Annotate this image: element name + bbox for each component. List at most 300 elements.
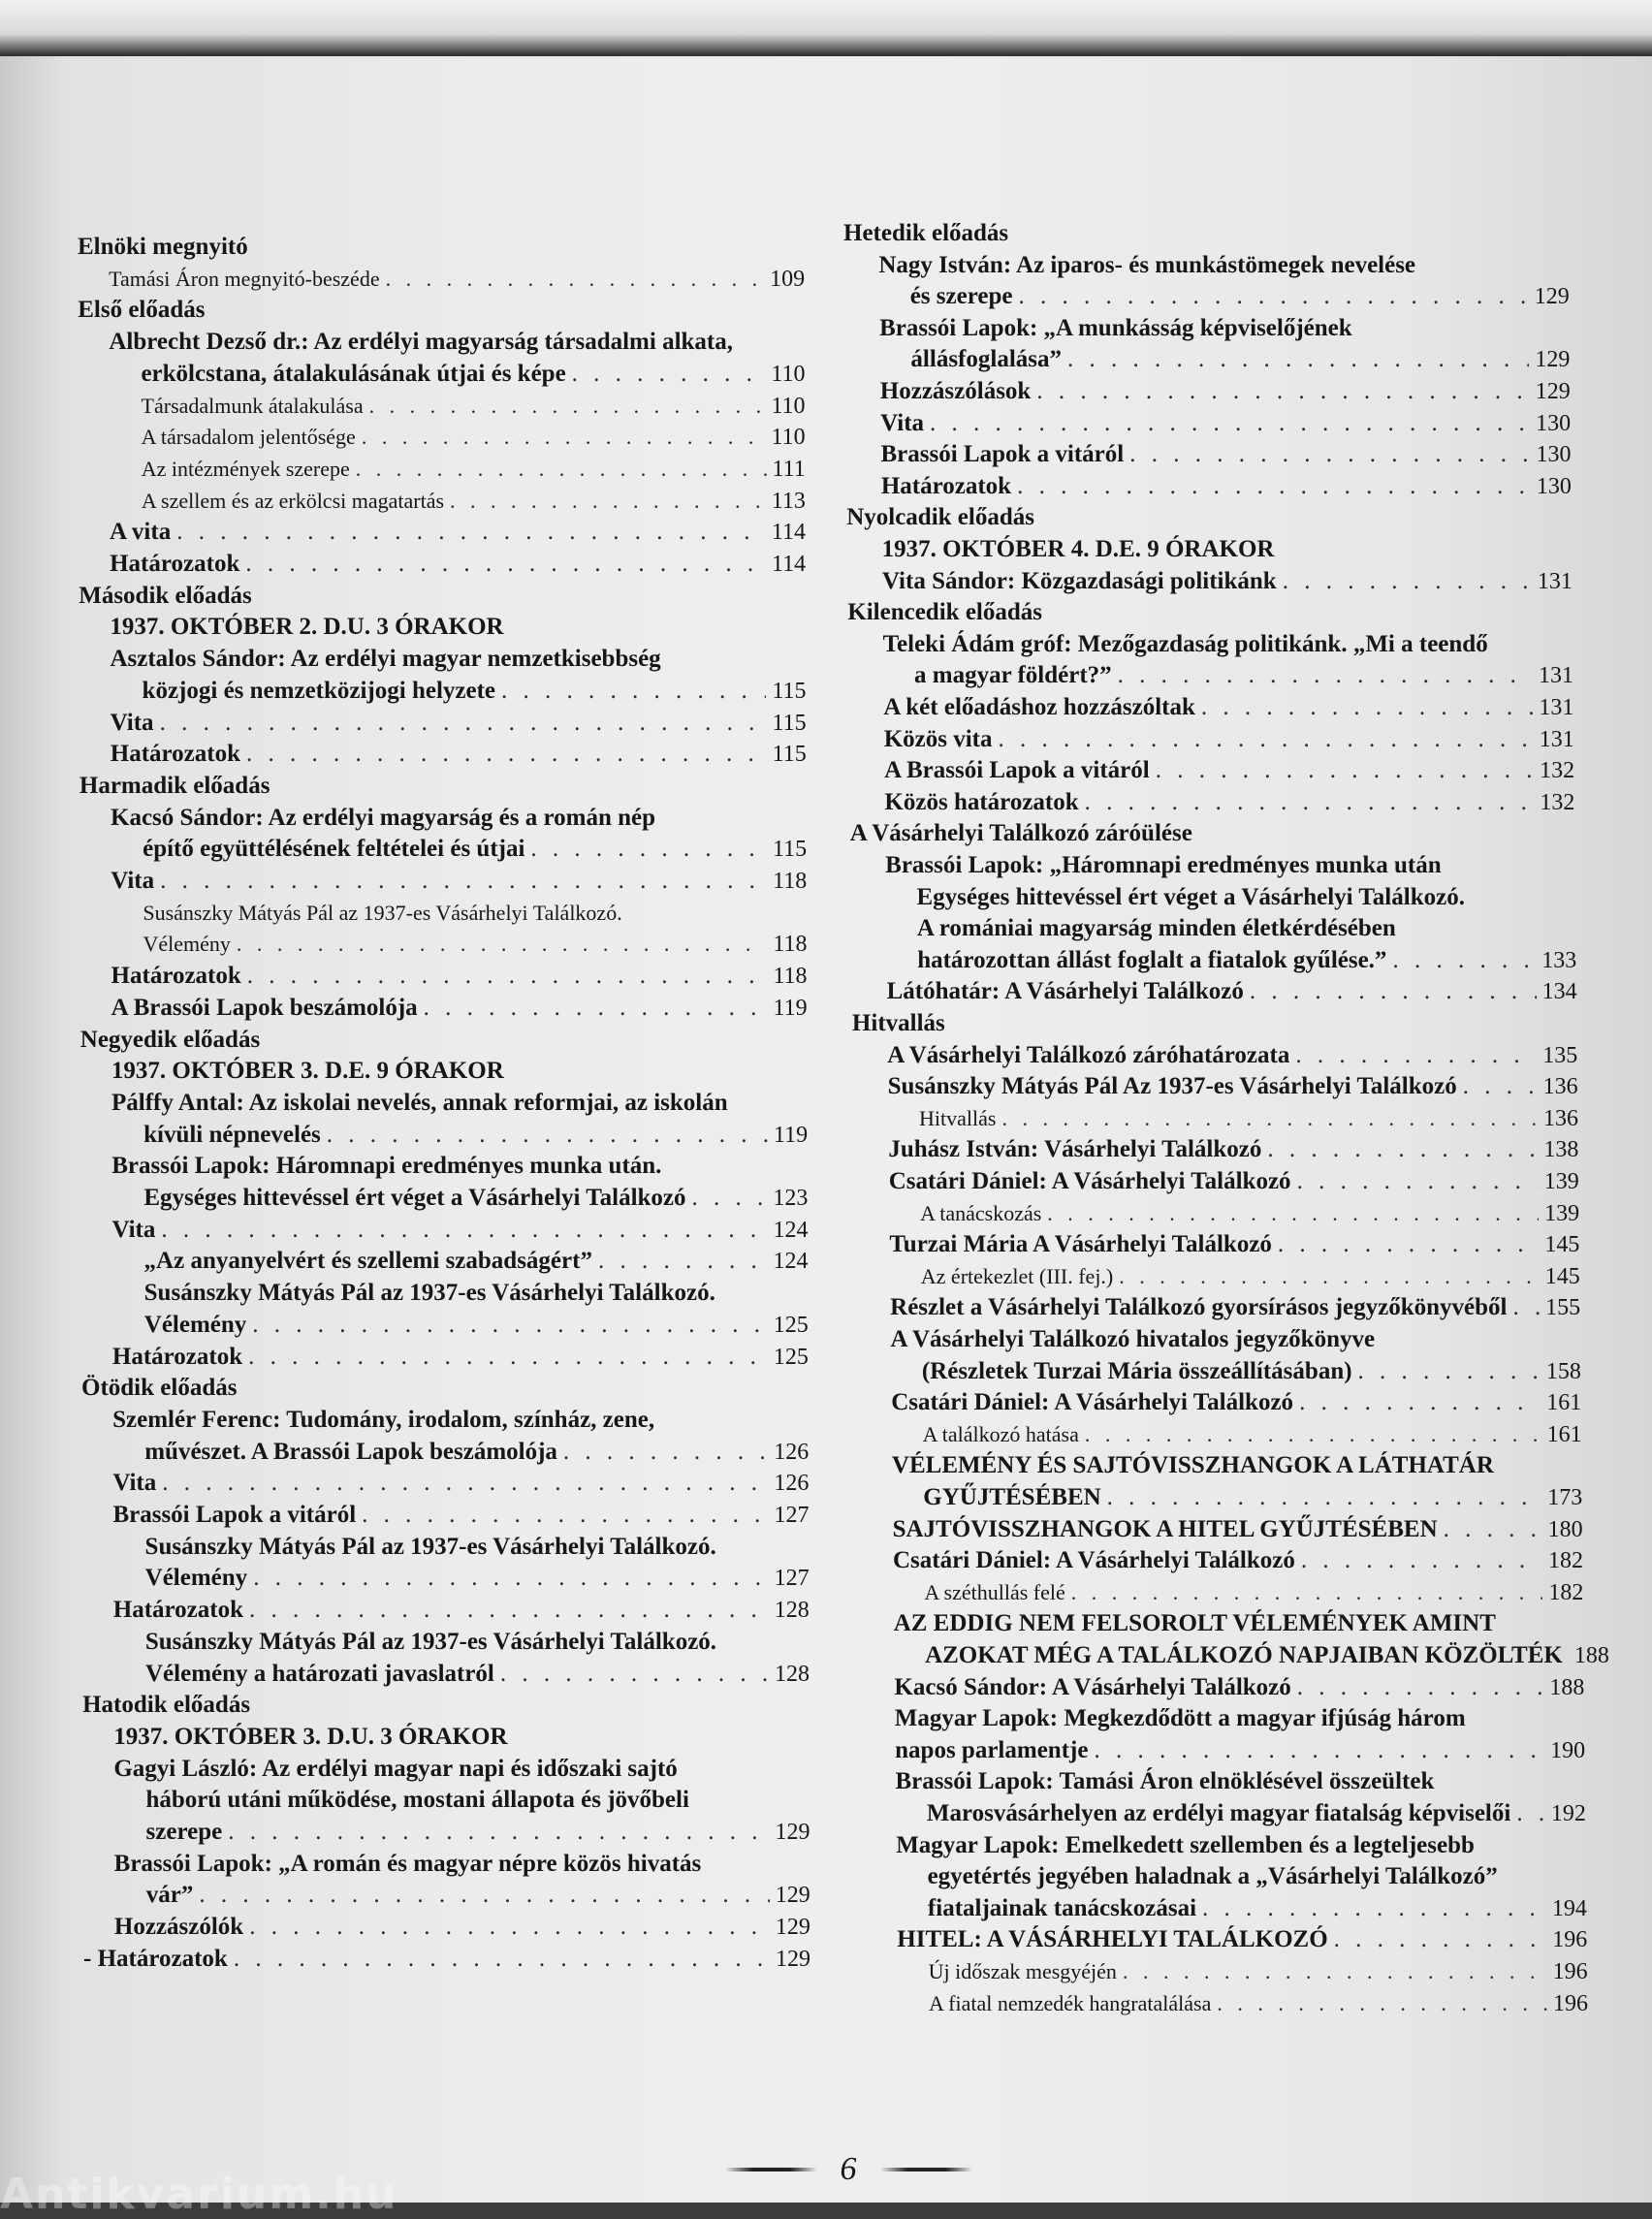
toc-entry-page: 118 xyxy=(773,932,808,958)
toc-entry-title: határozottan állást foglalt a fiatalok gyűlése.” xyxy=(917,946,1387,973)
dot-leader xyxy=(1107,1483,1542,1512)
toc-entry-page: 194 xyxy=(1551,1895,1587,1921)
toc-entry-title: Határozatok xyxy=(110,551,240,577)
dot-leader xyxy=(1119,1262,1540,1291)
dot-leader xyxy=(362,423,766,452)
toc-entry-page: 188 xyxy=(1573,1643,1609,1668)
dot-leader xyxy=(1278,1230,1540,1259)
toc-entry xyxy=(881,472,1572,501)
toc-entry-title: A fiatal nemzedék hangratalálása xyxy=(929,1990,1212,2015)
toc-entry-title: Pálffy Antal: Az iskolai nevelés, annak reformjai, az iskolán xyxy=(111,1089,728,1116)
toc-entry-page: 124 xyxy=(773,1217,809,1243)
toc-entry-title: Hozzászólások xyxy=(879,378,1032,404)
toc-entry xyxy=(910,282,1570,311)
toc-entry-title: A Brassói Lapok beszámolója xyxy=(111,994,418,1021)
toc-entry-title: 1937. OKTÓBER 3. D.E. 9 ÓRAKOR xyxy=(111,1058,504,1085)
toc-entry-title: Hatodik előadás xyxy=(82,1692,251,1719)
toc-entry-page: 127 xyxy=(774,1566,810,1592)
toc-entry-title: Az intézmények szerepe xyxy=(141,456,350,481)
toc-entry-title: (Részletek Turzai Mária összeállításában) xyxy=(921,1357,1352,1384)
dot-leader xyxy=(1017,472,1531,501)
toc-entry xyxy=(887,977,1577,1006)
dot-leader xyxy=(1301,1546,1542,1575)
toc-entry-title: Második előadás xyxy=(79,582,252,609)
toc-entry-title: Csatári Dániel: A Vásárhelyi Találkozó xyxy=(893,1547,1295,1574)
toc-entry-page: 123 xyxy=(773,1186,809,1211)
toc-entry xyxy=(113,1755,810,1784)
toc-entry xyxy=(81,1374,809,1403)
toc-entry xyxy=(111,1089,808,1118)
toc-entry xyxy=(146,1881,810,1910)
toc-entry-page: 119 xyxy=(773,995,808,1021)
dot-leader xyxy=(246,740,767,769)
toc-entry-title: GYŰJTÉSÉBEN xyxy=(923,1484,1101,1510)
toc-entry-title: Közös vita xyxy=(883,725,993,752)
toc-entry-title: Susánszky Mátyás Pál Az 1937-es Vásárhelyi Találkozó xyxy=(887,1073,1457,1100)
toc-entry-title: egyetértés jegyében haladnak a „Vásárhelyi Találkozó” xyxy=(927,1863,1498,1890)
toc-entry-title: Vita xyxy=(111,868,155,894)
dot-leader xyxy=(1202,1894,1546,1923)
toc-entry-title: állásfoglalása” xyxy=(910,346,1062,373)
toc-entry-title: Csatári Dániel: A Vásárhelyi Találkozó xyxy=(891,1389,1294,1416)
toc-entry-page: 182 xyxy=(1548,1579,1584,1605)
toc-entry xyxy=(142,423,806,452)
toc-entry xyxy=(928,1894,1587,1923)
toc-entry-title: SAJTÓVISSZHANGOK A HITEL GYŰJTÉSÉBEN xyxy=(892,1515,1438,1542)
toc-entry-title: Albrecht Dezső dr.: Az erdélyi magyarság társadalmi alkata, xyxy=(109,329,734,356)
toc-entry xyxy=(884,756,1574,785)
toc-entry-title: Susánszky Mátyás Pál az 1937-es Vásárhelyi Találkozó. xyxy=(143,1280,715,1307)
dot-leader xyxy=(1118,661,1533,690)
toc-entry-title: Vélemény a határozati javaslatról xyxy=(145,1660,494,1687)
toc-entry-page: 133 xyxy=(1541,947,1577,973)
toc-entry-page: 111 xyxy=(772,456,806,482)
toc-entry-title: Hetedik előadás xyxy=(843,220,1009,246)
dot-leader xyxy=(999,725,1534,754)
dot-leader xyxy=(362,1501,768,1530)
toc-entry xyxy=(143,930,807,959)
toc-entry xyxy=(920,1199,1579,1228)
toc-entry xyxy=(110,613,806,642)
toc-entry-title: Határozatok xyxy=(110,741,241,768)
toc-entry xyxy=(79,582,806,611)
toc-entry xyxy=(891,1325,1581,1354)
toc-entry-title: a magyar földért?” xyxy=(914,662,1112,689)
toc-entry xyxy=(110,645,806,674)
dot-leader xyxy=(1085,788,1535,817)
dot-leader xyxy=(327,1121,768,1150)
toc-entry-title: Magyar Lapok: Megkezdődött a magyar ifjúság három xyxy=(894,1705,1466,1732)
toc-entry xyxy=(884,788,1574,817)
toc-entry-title: A Vásárhelyi Találkozó záróülése xyxy=(849,820,1192,847)
toc-entry xyxy=(927,1799,1586,1828)
toc-entry xyxy=(82,1691,810,1720)
toc-entry-page: 115 xyxy=(772,678,807,704)
toc-entry xyxy=(114,1913,810,1942)
toc-entry-title: A társadalom jelentősége xyxy=(141,425,356,450)
toc-entry-page: 115 xyxy=(772,742,807,768)
toc-entry xyxy=(923,1420,1582,1449)
toc-entry-title: Brassói Lapok a vitáról xyxy=(880,441,1125,468)
dot-leader xyxy=(1463,1072,1538,1101)
toc-entry-title: vár” xyxy=(145,1882,194,1909)
toc-entry xyxy=(892,1451,1582,1480)
toc-entry xyxy=(145,1660,810,1689)
toc-entry-title: Határozatok xyxy=(112,1597,244,1624)
toc-entry xyxy=(897,1925,1587,1954)
dot-leader xyxy=(1295,1041,1537,1070)
toc-entry xyxy=(144,1438,809,1467)
toc-entry-page: 130 xyxy=(1536,410,1572,436)
toc-entry-page: 139 xyxy=(1544,1200,1580,1226)
toc-entry-page: 161 xyxy=(1546,1421,1582,1447)
toc-entry-page: 118 xyxy=(773,964,808,990)
ornament-right xyxy=(880,2168,972,2171)
toc-entry xyxy=(143,835,807,864)
toc-entry xyxy=(879,314,1570,343)
page-footer xyxy=(713,2150,984,2189)
toc-entry-title: Határozatok xyxy=(880,472,1012,499)
toc-entry-title: erkölcstana, átalakulásának útjai és képe xyxy=(141,360,566,387)
toc-entry-title: A két előadáshoz hozzászóltak xyxy=(883,694,1195,720)
toc-entry-title: Marosvásárhelyen az erdélyi magyar fiatalság képviselői xyxy=(926,1800,1511,1826)
toc-entry xyxy=(895,1704,1585,1733)
dot-leader xyxy=(1250,977,1537,1006)
toc-entry-title: Az értekezlet (III. fej.) xyxy=(920,1263,1114,1288)
toc-entry-title: Határozatok xyxy=(111,1343,243,1370)
toc-entry-page: 130 xyxy=(1536,442,1572,468)
toc-entry xyxy=(925,1641,1609,1670)
toc-entry-page: 145 xyxy=(1544,1232,1580,1258)
dot-leader xyxy=(253,1564,768,1593)
toc-entry-page: 196 xyxy=(1552,1959,1588,1984)
toc-entry-page: 124 xyxy=(773,1249,809,1275)
toc-entry-title: Szemlér Ferenc: Tudomány, irodalom, színház, zene, xyxy=(112,1406,655,1433)
toc-entry-title: Nagy István: Az iparos- és munkástömegek nevelése xyxy=(878,251,1416,278)
dot-leader xyxy=(563,1438,768,1467)
toc-entry xyxy=(852,1009,1577,1038)
dot-leader xyxy=(572,360,766,389)
toc-entry-title: „Az anyanyelvért és szellemi szabadságért” xyxy=(143,1248,592,1275)
toc-entry xyxy=(846,503,1572,532)
toc-entry xyxy=(883,630,1573,659)
toc-entry-title: AZOKAT MÉG A TALÁLKOZÓ NAPJAIBAN KÖZÖLTÉK xyxy=(925,1642,1563,1668)
toc-entry xyxy=(142,455,806,484)
dot-leader xyxy=(450,487,766,516)
toc-entry-title: építő együttélésének feltételei és útjai xyxy=(143,836,525,863)
toc-entry xyxy=(929,1957,1588,1986)
toc-entry xyxy=(895,1736,1585,1765)
toc-entry-title: Hitvallás xyxy=(919,1105,997,1130)
toc-entry xyxy=(922,1357,1581,1386)
toc-entry-title: Brassói Lapok: Háromnapi eredményes munka után. xyxy=(111,1153,662,1180)
toc-entry-title: Kacsó Sándor: A Vásárhelyi Találkozó xyxy=(894,1673,1291,1700)
toc-entry xyxy=(880,409,1571,438)
toc-entry xyxy=(888,1072,1578,1101)
toc-entry-title: Társadalmunk átalakulása xyxy=(141,393,364,418)
toc-entry-title: VÉLEMÉNY ÉS SAJTÓVISSZHANGOK A LÁTHATÁR xyxy=(891,1452,1494,1479)
dot-leader xyxy=(369,392,766,421)
dot-leader xyxy=(1067,345,1529,374)
toc-entry-page: 125 xyxy=(773,1312,809,1338)
ornament-left xyxy=(725,2168,817,2171)
toc-entry xyxy=(146,1818,810,1847)
toc-entry-page: 127 xyxy=(774,1503,810,1528)
toc-entry xyxy=(113,1723,810,1752)
toc-entry xyxy=(78,296,805,325)
dot-leader xyxy=(252,1311,767,1340)
dot-leader xyxy=(1001,1104,1538,1133)
toc-entry-title: A szellem és az erkölcsi magatartás xyxy=(141,488,445,513)
toc-entry-title: Hitvallás xyxy=(851,1010,945,1036)
dot-leader xyxy=(1085,1420,1541,1449)
toc-entry-page: 155 xyxy=(1545,1295,1581,1321)
dot-leader xyxy=(1358,1357,1541,1386)
toc-entry xyxy=(880,377,1571,406)
toc-entry xyxy=(847,598,1573,627)
toc-entry-title: Vita xyxy=(111,1216,156,1243)
toc-entry xyxy=(110,518,806,547)
toc-entry xyxy=(143,677,807,706)
toc-entry xyxy=(114,1850,810,1879)
toc-entry-page: 114 xyxy=(771,520,806,546)
toc-entry-page: 110 xyxy=(771,361,806,387)
toc-entry-title: Susánszky Mátyás Pál az 1937-es Vásárhelyi Találkozó. xyxy=(144,1628,717,1655)
dot-leader xyxy=(228,1818,769,1847)
toc-entry-page: 115 xyxy=(773,837,808,863)
dot-leader xyxy=(692,1184,768,1213)
dot-leader xyxy=(1267,1135,1538,1164)
toc-entry-title: Egységes hittevéssel ért véget a Vásárhelyi Találkozó. xyxy=(916,883,1465,910)
toc-entry-title: Elnöki megnyitó xyxy=(78,234,248,260)
dot-leader xyxy=(160,867,767,896)
toc-entry-title: Vita xyxy=(880,409,925,436)
toc-entry-title: A Vásárhelyi Találkozó záróhatározata xyxy=(887,1041,1290,1068)
toc-entry xyxy=(142,487,806,516)
toc-entry-page: 196 xyxy=(1553,1990,1588,2016)
toc-entry-title: A tanácskozás xyxy=(920,1200,1042,1225)
toc-entry-page: 158 xyxy=(1545,1358,1581,1384)
toc-entry-page: 196 xyxy=(1552,1927,1588,1953)
toc-entry-title: Teleki Ádám gróf: Mezőgazdaság politikánk. „Mi a teendő xyxy=(882,630,1488,657)
toc-entry xyxy=(109,328,805,357)
toc-entry-page: 129 xyxy=(1534,284,1570,310)
toc-entry xyxy=(850,819,1575,848)
toc-entry-page: 131 xyxy=(1537,568,1573,594)
toc-entry-title: Határozatok xyxy=(111,963,241,990)
toc-entry-page: 130 xyxy=(1536,473,1572,499)
toc-entry-title: és szerepe xyxy=(909,283,1013,310)
dot-leader xyxy=(530,835,767,864)
toc-entry xyxy=(919,1104,1578,1133)
toc-entry xyxy=(144,1247,809,1276)
toc-entry-page: 110 xyxy=(771,425,806,451)
dot-leader xyxy=(1392,946,1536,975)
toc-entry-title: napos parlamentje xyxy=(895,1736,1089,1763)
toc-entry xyxy=(888,1135,1578,1164)
toc-entry xyxy=(142,392,806,421)
toc-entry-title: Brassói Lapok: „A munkásság képviselőjének xyxy=(879,314,1352,341)
toc-entry-title: Gagyi László: Az erdélyi magyar napi és időszaki sajtó xyxy=(113,1755,678,1782)
toc-entry-title: fiataljainak tanácskozásai xyxy=(927,1894,1197,1921)
toc-entry-title: közjogi és nemzetközijogi helyzete xyxy=(142,677,496,704)
toc-entry-title: Brassói Lapok: Tamási Áron elnöklésével összeültek xyxy=(895,1768,1435,1795)
toc-entry xyxy=(921,1262,1580,1291)
dot-leader xyxy=(160,709,767,738)
toc-entry-page: 119 xyxy=(774,1122,809,1148)
toc-entry-title: A Brassói Lapok a vitáról xyxy=(884,757,1150,784)
toc-entry-page: 135 xyxy=(1542,1042,1578,1068)
toc-entry-page: 134 xyxy=(1541,979,1577,1005)
toc-entry xyxy=(80,1026,808,1055)
toc-entry xyxy=(893,1515,1583,1544)
toc-entry-page: 114 xyxy=(772,552,807,577)
toc-entry-page: 113 xyxy=(771,488,806,514)
dot-leader xyxy=(1444,1515,1542,1544)
toc-entry xyxy=(910,345,1570,374)
toc-entry-page: 126 xyxy=(774,1471,810,1497)
toc-entry xyxy=(111,740,807,769)
toc-entry xyxy=(884,725,1574,754)
toc-entry-title: Hozzászólók xyxy=(113,1914,244,1941)
dot-leader xyxy=(248,1343,768,1372)
dot-leader xyxy=(162,1469,768,1498)
toc-entry-title: Csatári Dániel: A Vásárhelyi Találkozó xyxy=(888,1168,1291,1194)
toc-entry-title: A széthullás felé xyxy=(924,1579,1065,1604)
toc-entry xyxy=(145,1786,810,1815)
toc-entry-title: Első előadás xyxy=(78,297,206,324)
toc-entry-page: 118 xyxy=(773,869,808,894)
toc-entry-title: Vélemény xyxy=(143,1311,247,1338)
toc-entry-page: 109 xyxy=(770,266,806,292)
toc-entry-page: 131 xyxy=(1539,695,1574,720)
toc-entry xyxy=(112,1343,809,1372)
toc-entry xyxy=(141,360,805,389)
toc-entry-title: Vita Sándor: Közgazdasági politikánk xyxy=(881,567,1277,594)
dot-leader xyxy=(199,1881,769,1910)
toc-entry xyxy=(111,804,807,833)
toc-entry xyxy=(896,1767,1586,1796)
toc-entry xyxy=(843,219,1569,248)
toc-entry-title: Susánszky Mátyás Pál az 1937-es Vásárhelyi Találkozó. xyxy=(143,900,622,925)
toc-entry xyxy=(111,1057,808,1086)
dot-leader xyxy=(386,265,765,294)
toc-entry xyxy=(885,851,1575,880)
toc-entry xyxy=(111,994,808,1023)
toc-entry-title: Vélemény xyxy=(143,932,231,957)
toc-entry-title: művészet. A Brassói Lapok beszámolója xyxy=(144,1438,557,1465)
toc-entry xyxy=(111,709,807,738)
toc-entry xyxy=(894,1609,1584,1638)
dot-leader xyxy=(424,994,768,1023)
toc-entry-title: Ötödik előadás xyxy=(81,1375,238,1402)
toc-entry xyxy=(78,233,805,262)
dot-leader xyxy=(1094,1736,1544,1765)
toc-entry-title: A vita xyxy=(110,519,172,546)
page-top-shadow xyxy=(0,0,1652,56)
toc-entry-title: Kilencedik előadás xyxy=(847,599,1042,626)
toc-entry xyxy=(882,535,1573,564)
toc-entry-page: 136 xyxy=(1543,1105,1578,1131)
toc-entry-title: Látóhatár: A Vásárhelyi Találkozó xyxy=(886,978,1244,1005)
dot-leader xyxy=(245,550,766,579)
dot-leader xyxy=(234,1945,770,1974)
toc-entry-title: A Vásárhelyi Találkozó hivatalos jegyzőkönyve xyxy=(890,1326,1376,1352)
dot-leader xyxy=(1512,1293,1540,1322)
dot-leader xyxy=(1123,1957,1547,1986)
toc-entry-title: - Határozatok xyxy=(83,1945,228,1972)
toc-entry-title: 1937. OKTÓBER 2. D.U. 3 ÓRAKOR xyxy=(110,614,504,641)
toc-entry-title: háború utáni működése, mostani állapota és jövőbeli xyxy=(145,1787,689,1814)
toc-entry-page: 173 xyxy=(1547,1485,1583,1510)
toc-entry-title: A találkozó hatása xyxy=(922,1421,1079,1446)
dot-leader xyxy=(1297,1167,1539,1196)
toc-entry-title: Egységes hittevéssel ért véget a Vásárhelyi Találkozó xyxy=(143,1185,686,1211)
toc-entry xyxy=(112,1469,809,1498)
toc-entry-page: 132 xyxy=(1540,789,1575,815)
toc-entry xyxy=(923,1483,1582,1512)
dot-leader xyxy=(1129,440,1530,469)
toc-entry xyxy=(111,962,808,991)
toc-entry-title: Susánszky Mátyás Pál az 1937-es Vásárhelyi Találkozó. xyxy=(144,1533,716,1560)
toc-entry-title: Magyar Lapok: Emelkedett szellemben és a legteljesebb xyxy=(896,1831,1475,1858)
toc-entry-title: Kacsó Sándor: Az erdélyi magyarság és a román nép xyxy=(111,804,656,831)
toc-entry-page: 129 xyxy=(776,1946,810,1972)
toc-entry xyxy=(110,550,806,579)
toc-entry-page: 192 xyxy=(1550,1801,1586,1826)
toc-entry-title: Vélemény xyxy=(144,1565,248,1592)
toc-entry xyxy=(889,1230,1579,1259)
toc-entry xyxy=(896,1831,1586,1860)
dot-leader xyxy=(1334,1925,1547,1954)
dot-leader xyxy=(1156,756,1534,785)
toc-entry xyxy=(83,1945,810,1974)
toc-entry-title: kívüli népnevelés xyxy=(143,1121,321,1148)
toc-entry-title: 1937. OKTÓBER 3. D.U. 3 ÓRAKOR xyxy=(113,1723,508,1750)
toc-entry-title: Brassói Lapok a vitáról xyxy=(112,1502,357,1528)
toc-entry xyxy=(882,567,1573,596)
toc-entry xyxy=(143,1121,808,1150)
toc-entry xyxy=(894,1673,1584,1702)
dot-leader xyxy=(356,455,767,484)
toc-entry xyxy=(929,1989,1588,2018)
toc-entry-page: 129 xyxy=(775,1883,810,1909)
toc-entry-page: 161 xyxy=(1546,1390,1582,1416)
toc-entry xyxy=(887,1041,1577,1070)
toc-entry-page: 145 xyxy=(1544,1263,1580,1289)
toc-entry-page: 131 xyxy=(1539,726,1574,752)
toc-entry-title: Brassói Lapok: „Háromnapi eredményes munka után xyxy=(885,852,1442,878)
toc-entry-title: A romániai magyarság minden életkérdésében xyxy=(916,915,1396,942)
toc-entry-page: 190 xyxy=(1550,1737,1586,1763)
toc-entry xyxy=(79,772,807,801)
dot-leader xyxy=(1018,282,1528,311)
toc-entry-title: Új időszak mesgyéjén xyxy=(928,1959,1117,1983)
toc-entry xyxy=(928,1862,1587,1891)
toc-entry xyxy=(144,1311,809,1340)
toc-entry-page: 132 xyxy=(1540,758,1575,784)
dot-leader xyxy=(930,409,1530,438)
dot-leader xyxy=(500,1660,769,1689)
toc-entry-page: 180 xyxy=(1547,1516,1583,1542)
toc-entry-page: 129 xyxy=(1535,347,1571,373)
toc-entry-page: 129 xyxy=(775,1915,810,1941)
dot-leader xyxy=(1516,1799,1545,1828)
toc-entry-page: 188 xyxy=(1549,1674,1585,1700)
toc-entry xyxy=(917,914,1576,943)
toc-entry-title: Asztalos Sándor: Az erdélyi magyar nemzetkisebbség xyxy=(110,646,661,673)
toc-entry xyxy=(145,1564,810,1593)
